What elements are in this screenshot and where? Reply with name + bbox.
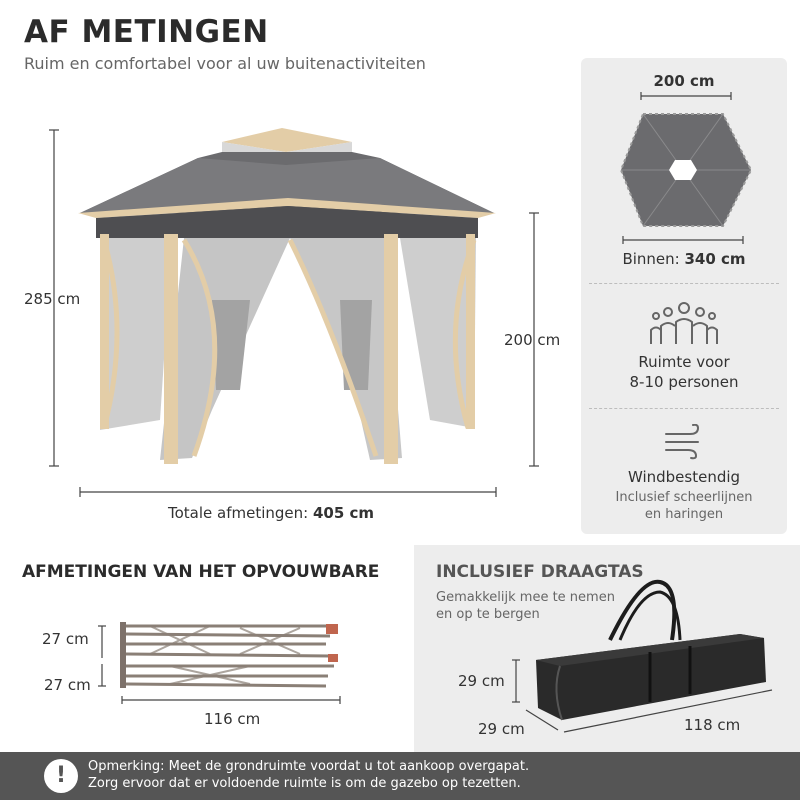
total-dimension-prefix: Totale afmetingen: [168, 504, 313, 522]
hex-width-label: 200 cm [653, 72, 715, 90]
wind-icon [664, 424, 704, 460]
folded-frame-illustration [90, 614, 360, 710]
folded-height-top-label: 27 cm [42, 630, 89, 648]
divider [589, 283, 779, 284]
folded-height-bottom-label: 27 cm [44, 676, 91, 694]
folded-title: AFMETINGEN VAN HET OPVOUWBARE [22, 562, 380, 582]
page-title: AF METINGEN [24, 14, 269, 50]
gazebo-curtains [100, 238, 476, 460]
people-icon [650, 300, 718, 346]
capacity-line2: 8-10 personen [629, 373, 739, 391]
gazebo-roof [78, 128, 496, 238]
page-subtitle: Ruim en comfortabel voor al uw buitenactiviteiten [24, 54, 426, 73]
warning-icon: ! [44, 759, 78, 793]
total-dimension-label [168, 504, 374, 522]
height-side-label: 200 cm [504, 331, 561, 349]
wind-line2: en haringen [644, 507, 724, 522]
total-dimension-value: 405 cm [312, 504, 375, 522]
folded-length-label: 116 cm [204, 710, 261, 728]
bag-height-label: 29 cm [458, 672, 505, 690]
wind-title: Windbestendig [627, 468, 741, 486]
bag-title: INCLUSIEF DRAAGTAS [436, 562, 644, 582]
bag-depth-label: 29 cm [478, 720, 525, 738]
footer-line1: Opmerking: Meet de grondruimte voordat u tot aankoop overgapat. [88, 759, 530, 774]
gazebo-illustration [0, 0, 580, 540]
inner-dimension-prefix: Binnen: [622, 250, 685, 268]
footer-note [88, 758, 529, 792]
bag-length-label: 118 cm [684, 716, 741, 734]
bag-desc-line2: en op te bergen [436, 607, 540, 622]
hexagon-diagram [581, 92, 787, 250]
carry-bag-illustration [510, 578, 800, 738]
height-total-label: 285 cm [24, 290, 81, 308]
divider [589, 408, 779, 409]
bag-desc-line1: Gemakkelijk mee te nemen [436, 590, 615, 605]
footer-line2: Zorg ervoor dat er voldoende ruimte is om de gazebo op tezetten. [88, 776, 521, 791]
wind-line1: Inclusief scheerlijnen [615, 490, 753, 505]
inner-dimension-value: 340 cm [684, 250, 746, 268]
capacity-line1: Ruimte voor [638, 353, 730, 371]
inner-dimension-label [581, 250, 787, 268]
